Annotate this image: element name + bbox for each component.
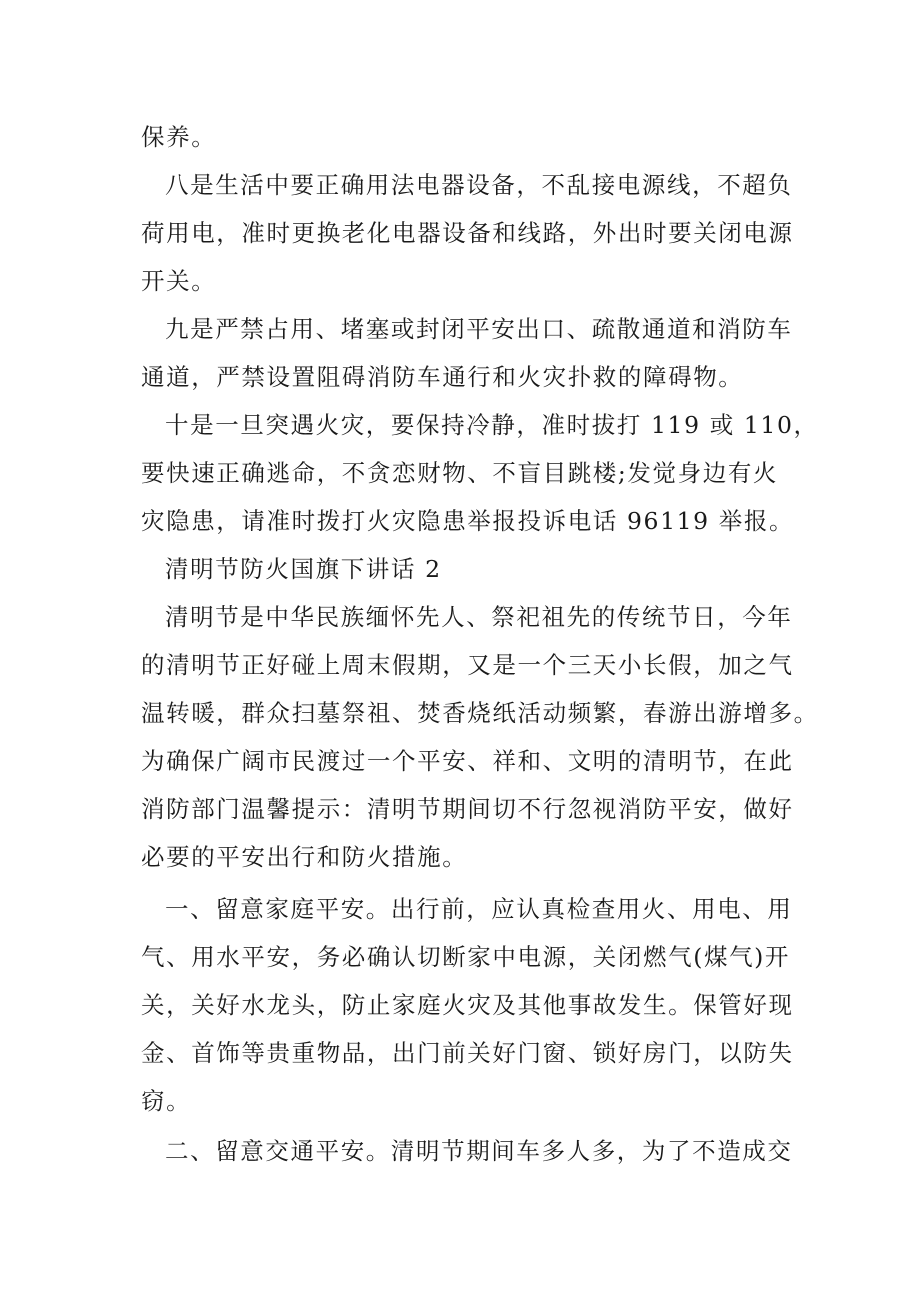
text-line: 一、留意家庭平安。出行前，应认真检查用火、用电、用 [165, 895, 793, 923]
text-line: 荷用电，准时更换老化电器设备和线路，外出时要关闭电源 [141, 219, 794, 247]
text-line: 保养。 [141, 123, 217, 151]
text-line: 九是严禁占用、堵塞或封闭平安出口、疏散通道和消防车 [165, 315, 793, 343]
text-line: 必要的平安出行和防火措施。 [141, 843, 468, 871]
text-line: 金、首饰等贵重物品，出门前关好门窗、锁好房门，以防失 [141, 1039, 794, 1067]
text-line: 为确保广阔市民渡过一个平安、祥和、文明的清明节，在此 [141, 747, 794, 775]
text-line: 清明节是中华民族缅怀先人、祭祀祖先的传统节日，今年 [165, 603, 793, 631]
text-line: 通道，严禁设置阻碍消防车通行和火灾扑救的障碍物。 [141, 363, 744, 391]
text-line: 二、留意交通平安。清明节期间车多人多，为了不造成交 [165, 1137, 793, 1165]
text-line: 灾隐患，请准时拨打火灾隐患举报投诉电话 96119 举报。 [141, 507, 795, 535]
text-line: 十是一旦突遇火灾，要保持冷静，准时拔打 119 或 110， [165, 411, 819, 439]
text-line: 开关。 [141, 267, 217, 295]
text-line: 要快速正确逃命，不贪恋财物、不盲目跳楼;发觉身边有火 [141, 459, 779, 487]
text-line: 气、用水平安，务必确认切断家中电源，关闭燃气(煤气)开 [141, 943, 791, 971]
text-line: 八是生活中要正确用法电器设备，不乱接电源线，不超负 [165, 171, 793, 199]
text-line: 的清明节正好碰上周末假期，又是一个三天小长假，加之气 [141, 651, 794, 679]
text-line: 温转暖，群众扫墓祭祖、焚香烧纸活动频繁，春游出游增多。 [141, 699, 819, 727]
text-line: 消防部门温馨提示：清明节期间切不行忽视消防平安，做好 [141, 795, 794, 823]
text-line: 关，关好水龙头，防止家庭火灾及其他事故发生。保管好现 [141, 991, 794, 1019]
text-line: 窃。 [141, 1087, 192, 1115]
section-heading: 清明节防火国旗下讲话 2 [165, 555, 442, 583]
